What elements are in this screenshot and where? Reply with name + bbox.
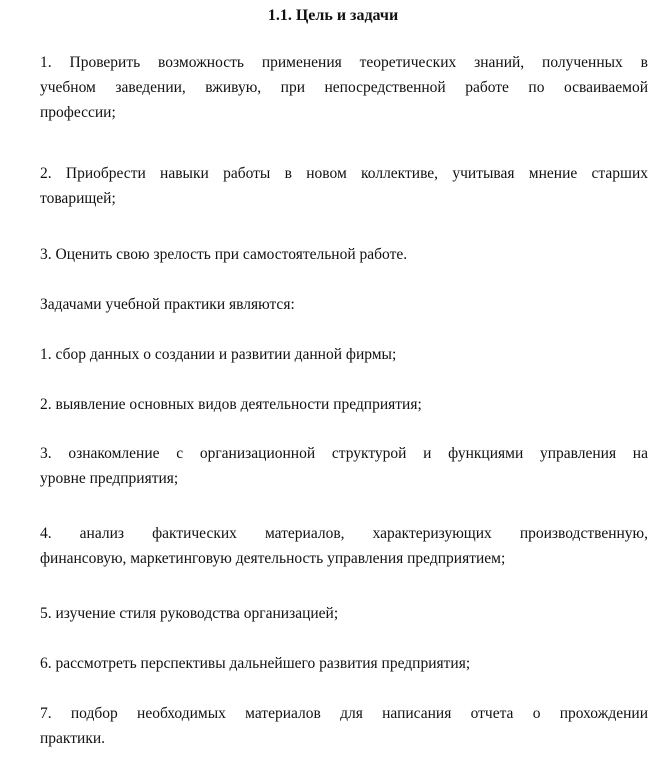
task-item-1-line-1: 1. сбор данных о создании и развитии данной фирмы; <box>40 346 397 363</box>
goal-item-3-line-1: 3. Оценить свою зрелость при самостоятельной работе. <box>40 246 408 263</box>
goal-item-2-line-1: 2. Приобрести навыки работы в новом коллективе, учитывая мнение старших <box>40 165 648 182</box>
task-item-2-line-1: 2. выявление основных видов деятельности предприятия; <box>40 396 422 413</box>
task-item-3-line-1: 3. ознакомление с организационной структурой и функциями управления на <box>40 445 648 462</box>
tasks-intro <box>40 292 648 317</box>
goal-item-2 <box>40 161 648 211</box>
task-item-5-line-1: 5. изучение стиля руководства организацией; <box>40 605 339 622</box>
goal-item-1-line-2: учебном заведении, вживую, при непосредственной работе по осваиваемой <box>40 79 648 96</box>
goal-item-1-line-1: 1. Проверить возможность применения теоретических знаний, полученных в <box>40 54 648 71</box>
task-item-3-line-2: уровне предприятия; <box>40 470 179 487</box>
task-item-1 <box>40 342 648 367</box>
task-item-7-line-1: 7. подбор необходимых материалов для написания отчета о прохождении <box>40 705 648 722</box>
task-item-7-line-2: практики. <box>40 730 106 747</box>
task-item-4 <box>40 521 648 571</box>
section-heading: 1.1. Цель и задачи <box>267 7 399 24</box>
goal-item-3 <box>40 242 648 267</box>
task-item-5 <box>40 601 648 626</box>
task-item-4-line-2: финансовую, маркетинговую деятельность управления предприятием; <box>40 550 506 567</box>
task-item-6-line-1: 6. рассмотреть перспективы дальнейшего развития предприятия; <box>40 655 471 672</box>
task-item-7 <box>40 701 648 751</box>
task-item-4-line-1: 4. анализ фактических материалов, характеризующих производственную, <box>40 525 648 542</box>
tasks-intro-text: Задачами учебной практики являются: <box>40 296 295 313</box>
task-item-2 <box>40 392 648 417</box>
goal-item-1 <box>40 50 648 125</box>
task-item-3 <box>40 441 648 491</box>
goal-item-2-line-2: товарищей; <box>40 190 116 207</box>
task-item-6 <box>40 651 648 676</box>
goal-item-1-line-3: профессии; <box>40 104 116 121</box>
